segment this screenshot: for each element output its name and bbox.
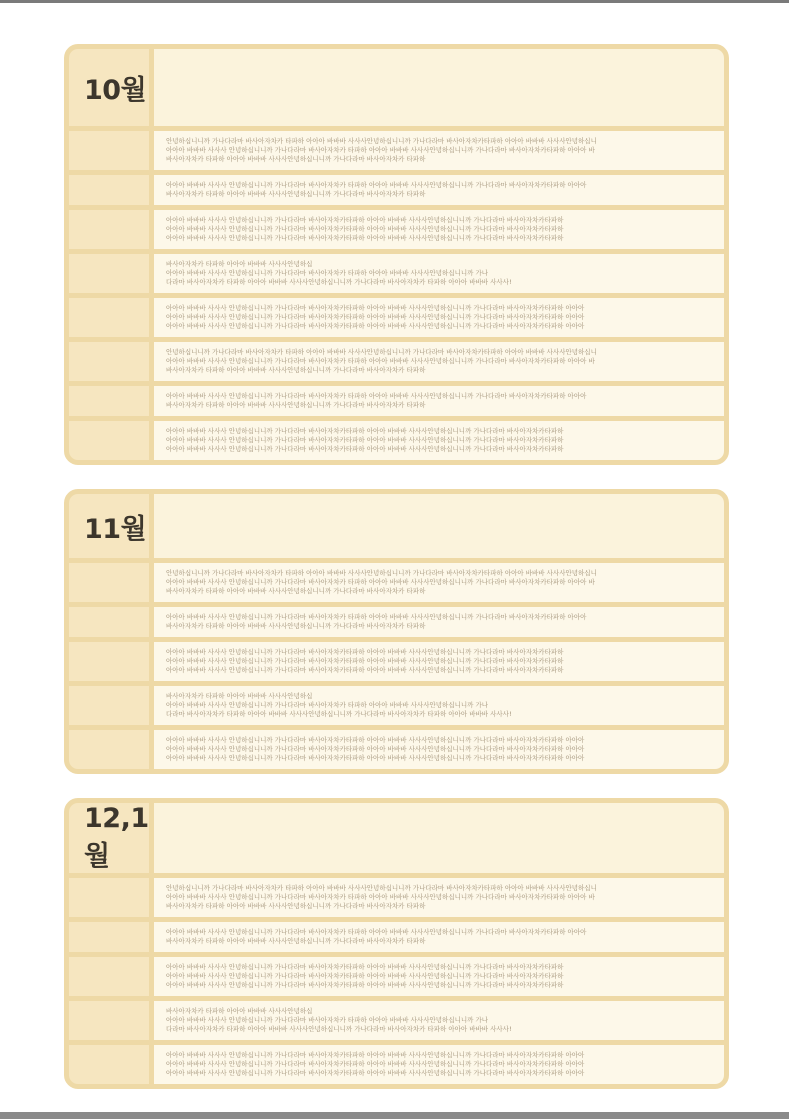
row-label-cell [69,1045,149,1084]
text-line: 아아아 바바바 사사사 안녕하십니니까 가나다라마 바사아자차카타파하 아아아 바바바 사사사안녕하십니니까 가나다라마 바사아자차카타파하 아아아 [166,1060,585,1068]
row-label-cell [69,563,149,602]
row-content-cell [154,957,724,996]
row-content-cell [154,421,724,460]
row-label-cell [69,686,149,725]
row-label-cell [69,342,149,381]
text-line: 다라마 바사아자차카 타파하 아아아 바바바 사사사안녕하십니니까 가나다라마 바사아자차카 타파하 아아아 바바바 사사사! [166,278,512,286]
text-line: 바사아자차카 타파하 아아아 바바바 사사사안녕하십니니까 가나다라마 바사아자차카 타파하 [166,902,426,910]
text-line: 아아아 바바바 사사사 안녕하십니니까 가나다라마 바사아자차카 타파하 아아아 바바바 사사사안녕하십니니까 가나다라마 바사아자차카타파하 아아아 [166,613,587,621]
text-line: 바사아자차카 타파하 아아아 바바바 사사사안녕하십니니까 가나다라마 바사아자차카 타파하 [166,401,426,409]
row-label-cell [69,210,149,249]
text-line: 안녕하십니니까 가나다라마 바사아자차카 타파하 아아아 바바바 사사사안녕하십니니까 가나다라마 바사아자차카타파하 아아아 바바바 사사사안녕하십니 [166,884,597,892]
text-line: 아아아 바바바 사사사 안녕하십니니까 가나다라마 바사아자차카타파하 아아아 바바바 사사사안녕하십니니까 가나다라마 바사아자차카타파하 [166,234,564,242]
row-label-cell [69,175,149,205]
text-line: 아아아 바바바 사사사 안녕하십니니까 가나다라마 바사아자차카타파하 아아아 바바바 사사사안녕하십니니까 가나다라마 바사아자차카타파하 [166,963,564,971]
text-line: 안녕하십니니까 가나다라마 바사아자차카 타파하 아아아 바바바 사사사안녕하십니니까 가나다라마 바사아자차카타파하 아아아 바바바 사사사안녕하십니 [166,569,597,577]
text-line: 아아아 바바바 사사사 안녕하십니니까 가나다라마 바사아자차카 타파하 아아아 바바바 사사사안녕하십니니까 가나 [166,269,489,277]
row-content-cell [154,254,724,293]
row-content-cell [154,210,724,249]
row-content-cell [154,386,724,416]
row-content-cell [154,563,724,602]
month-section-october [64,44,729,465]
text-line: 아아아 바바바 사사사 안녕하십니니까 가나다라마 바사아자차카타파하 아아아 바바바 사사사안녕하십니니까 가나다라마 바사아자차카타파하 아아아 [166,322,585,330]
row-content-cell [154,686,724,725]
text-line: 바사아자차카 타파하 아아아 바바바 사사사안녕하십니니까 가나다라마 바사아자차카 타파하 [166,622,426,630]
text-line: 아아아 바바바 사사사 안녕하십니니까 가나다라마 바사아자차카 타파하 아아아 바바바 사사사안녕하십니니까 가나다라마 바사아자차카타파하 아아아 바 [166,146,595,154]
text-line: 아아아 바바바 사사사 안녕하십니니까 가나다라마 바사아자차카타파하 아아아 바바바 사사사안녕하십니니까 가나다라마 바사아자차카타파하 [166,981,564,989]
text-line: 아아아 바바바 사사사 안녕하십니니까 가나다라마 바사아자차카타파하 아아아 바바바 사사사안녕하십니니까 가나다라마 바사아자차카타파하 아아아 [166,313,585,321]
text-line: 바사아자차카 타파하 아아아 바바바 사사사안녕하십니니까 가나다라마 바사아자차카 타파하 [166,587,426,595]
text-line: 아아아 바바바 사사사 안녕하십니니까 가나다라마 바사아자차카 타파하 아아아 바바바 사사사안녕하십니니까 가나다라마 바사아자차카타파하 아아아 바 [166,357,595,365]
text-line: 바사아자차카 타파하 아아아 바바바 사사사안녕하십 [166,260,313,268]
month-header-spacer-cell [154,803,724,873]
text-line: 아아아 바바바 사사사 안녕하십니니까 가나다라마 바사아자차카타파하 아아아 바바바 사사사안녕하십니니까 가나다라마 바사아자차카타파하 [166,427,564,435]
month-header-spacer-cell [154,494,724,558]
row-content-cell [154,607,724,637]
row-label-cell [69,957,149,996]
row-content-cell [154,342,724,381]
row-label-cell [69,607,149,637]
text-line: 아아아 바바바 사사사 안녕하십니니까 가나다라마 바사아자차카 타파하 아아아 바바바 사사사안녕하십니니까 가나다라마 바사아자차카타파하 아아아 [166,928,587,936]
text-line: 아아아 바바바 사사사 안녕하십니니까 가나다라마 바사아자차카타파하 아아아 바바바 사사사안녕하십니니까 가나다라마 바사아자차카타파하 [166,972,564,980]
text-line: 아아아 바바바 사사사 안녕하십니니까 가나다라마 바사아자차카타파하 아아아 바바바 사사사안녕하십니니까 가나다라마 바사아자차카타파하 아아아 [166,1051,585,1059]
row-content-cell [154,922,724,952]
text-line: 안녕하십니니까 가나다라마 바사아자차카 타파하 아아아 바바바 사사사안녕하십니니까 가나다라마 바사아자차카타파하 아아아 바바바 사사사안녕하십니 [166,348,597,356]
month-header-spacer-cell [154,49,724,126]
row-label-cell [69,1001,149,1040]
row-content-cell [154,730,724,769]
row-content-cell [154,298,724,337]
text-line: 아아아 바바바 사사사 안녕하십니니까 가나다라마 바사아자차카타파하 아아아 바바바 사사사안녕하십니니까 가나다라마 바사아자차카타파하 아아아 [166,304,585,312]
row-label-cell [69,922,149,952]
month-label-cell [69,494,149,558]
row-label-cell [69,131,149,170]
text-line: 아아아 바바바 사사사 안녕하십니니까 가나다라마 바사아자차카타파하 아아아 바바바 사사사안녕하십니니까 가나다라마 바사아자차카타파하 [166,666,564,674]
row-content-cell [154,175,724,205]
text-line: 바사아자차카 타파하 아아아 바바바 사사사안녕하십 [166,692,313,700]
text-line: 아아아 바바바 사사사 안녕하십니니까 가나다라마 바사아자차카타파하 아아아 바바바 사사사안녕하십니니까 가나다라마 바사아자차카타파하 아아아 [166,745,585,753]
month-label-cell [69,49,149,126]
text-line: 안녕하십니니까 가나다라마 바사아자차카 타파하 아아아 바바바 사사사안녕하십니니까 가나다라마 바사아자차카타파하 아아아 바바바 사사사안녕하십니 [166,137,597,145]
window-bottom-edge [0,1112,789,1119]
row-content-cell [154,1045,724,1084]
text-line: 아아아 바바바 사사사 안녕하십니니까 가나다라마 바사아자차카타파하 아아아 바바바 사사사안녕하십니니까 가나다라마 바사아자차카타파하 아아아 [166,1069,585,1077]
text-line: 아아아 바바바 사사사 안녕하십니니까 가나다라마 바사아자차카 타파하 아아아 바바바 사사사안녕하십니니까 가나다라마 바사아자차카타파하 아아아 [166,392,587,400]
row-content-cell [154,642,724,681]
text-line: 아아아 바바바 사사사 안녕하십니니까 가나다라마 바사아자차카 타파하 아아아 바바바 사사사안녕하십니니까 가나 [166,701,489,709]
row-label-cell [69,421,149,460]
window-top-edge [0,0,789,3]
month-section-december-january [64,798,729,1089]
text-line: 아아아 바바바 사사사 안녕하십니니까 가나다라마 바사아자차카타파하 아아아 바바바 사사사안녕하십니니까 가나다라마 바사아자차카타파하 아아아 [166,736,585,744]
row-label-cell [69,298,149,337]
text-line: 바사아자차카 타파하 아아아 바바바 사사사안녕하십니니까 가나다라마 바사아자차카 타파하 [166,155,426,163]
month-label: 12,1월 [84,803,149,872]
row-label-cell [69,254,149,293]
text-line: 아아아 바바바 사사사 안녕하십니니까 가나다라마 바사아자차카타파하 아아아 바바바 사사사안녕하십니니까 가나다라마 바사아자차카타파하 [166,225,564,233]
text-line: 바사아자차카 타파하 아아아 바바바 사사사안녕하십 [166,1007,313,1015]
text-line: 다라마 바사아자차카 타파하 아아아 바바바 사사사안녕하십니니까 가나다라마 바사아자차카 타파하 아아아 바바바 사사사! [166,1025,512,1033]
text-line: 다라마 바사아자차카 타파하 아아아 바바바 사사사안녕하십니니까 가나다라마 바사아자차카 타파하 아아아 바바바 사사사! [166,710,512,718]
text-line: 바사아자차카 타파하 아아아 바바바 사사사안녕하십니니까 가나다라마 바사아자차카 타파하 [166,937,426,945]
text-line: 아아아 바바바 사사사 안녕하십니니까 가나다라마 바사아자차카타파하 아아아 바바바 사사사안녕하십니니까 가나다라마 바사아자차카타파하 [166,648,564,656]
text-line: 아아아 바바바 사사사 안녕하십니니까 가나다라마 바사아자차카 타파하 아아아 바바바 사사사안녕하십니니까 가나다라마 바사아자차카타파하 아아아 [166,181,587,189]
row-content-cell [154,1001,724,1040]
text-line: 아아아 바바바 사사사 안녕하십니니까 가나다라마 바사아자차카타파하 아아아 바바바 사사사안녕하십니니까 가나다라마 바사아자차카타파하 [166,436,564,444]
text-line: 바사아자차카 타파하 아아아 바바바 사사사안녕하십니니까 가나다라마 바사아자차카 타파하 [166,366,426,374]
month-label: 10월 [84,75,147,106]
row-label-cell [69,878,149,917]
row-content-cell [154,131,724,170]
text-line: 아아아 바바바 사사사 안녕하십니니까 가나다라마 바사아자차카타파하 아아아 바바바 사사사안녕하십니니까 가나다라마 바사아자차카타파하 [166,445,564,453]
row-label-cell [69,730,149,769]
row-label-cell [69,642,149,681]
row-content-cell [154,878,724,917]
text-line: 아아아 바바바 사사사 안녕하십니니까 가나다라마 바사아자차카타파하 아아아 바바바 사사사안녕하십니니까 가나다라마 바사아자차카타파하 [166,657,564,665]
text-line: 아아아 바바바 사사사 안녕하십니니까 가나다라마 바사아자차카 타파하 아아아 바바바 사사사안녕하십니니까 가나다라마 바사아자차카타파하 아아아 바 [166,893,595,901]
text-line: 바사아자차카 타파하 아아아 바바바 사사사안녕하십니니까 가나다라마 바사아자차카 타파하 [166,190,426,198]
month-label-cell [69,803,149,873]
text-line: 아아아 바바바 사사사 안녕하십니니까 가나다라마 바사아자차카타파하 아아아 바바바 사사사안녕하십니니까 가나다라마 바사아자차카타파하 [166,216,564,224]
month-section-november [64,489,729,774]
text-line: 아아아 바바바 사사사 안녕하십니니까 가나다라마 바사아자차카 타파하 아아아 바바바 사사사안녕하십니니까 가나다라마 바사아자차카타파하 아아아 바 [166,578,595,586]
text-line: 아아아 바바바 사사사 안녕하십니니까 가나다라마 바사아자차카타파하 아아아 바바바 사사사안녕하십니니까 가나다라마 바사아자차카타파하 아아아 [166,754,585,762]
month-label: 11월 [84,513,147,545]
row-label-cell [69,386,149,416]
text-line: 아아아 바바바 사사사 안녕하십니니까 가나다라마 바사아자차카 타파하 아아아 바바바 사사사안녕하십니니까 가나 [166,1016,489,1024]
